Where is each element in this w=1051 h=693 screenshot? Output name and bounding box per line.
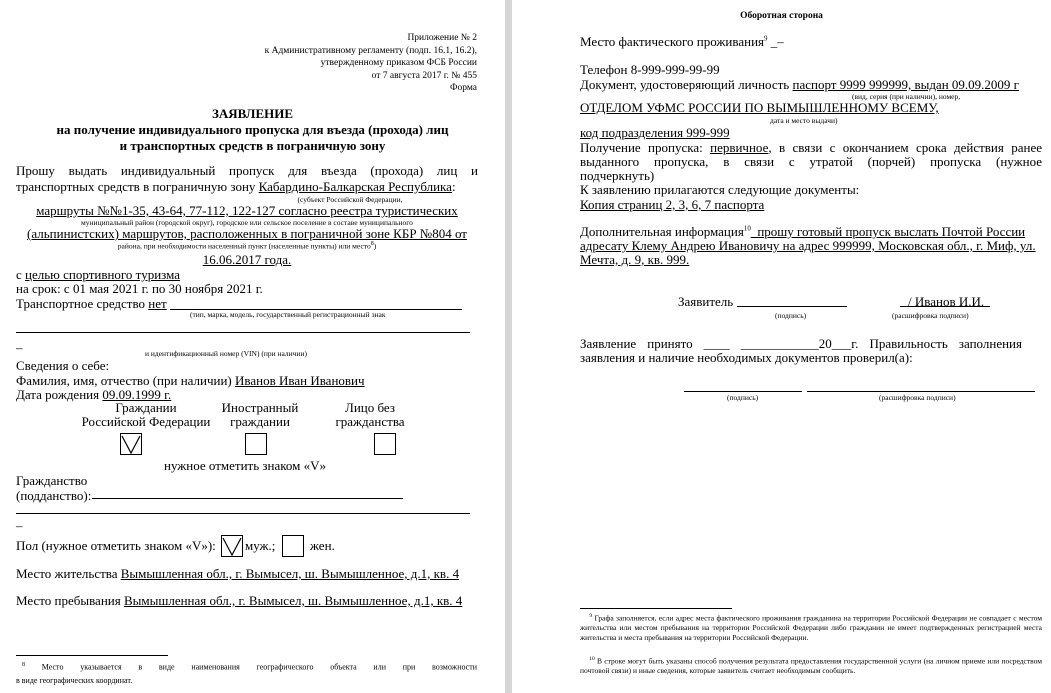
status-stateless-line: Лицо без [345,400,395,415]
issuer-line: ОТДЕЛОМ УФМС РОССИИ ПО ВЫМЫШЛЕННОМУ ВСЕМУ, [580,100,939,115]
sex-female-checkbox[interactable] [282,535,304,557]
checker-signature-line [684,391,802,392]
footnote-text: Графа заполняется, если адрес места фактического проживания гражданина на территории Российской Федерации не совпадает с местом жительства или местом пребывания на территории Российской Федерации либо гражданин не имеет подтвержденных регистрацией места жительства и места пребывания на территории Российской Федерации. [580,613,1043,642]
status-hint: нужное отметить знаком «V» [164,458,327,473]
status-rf-label [76,401,216,429]
appendix-line: Форма [449,83,477,93]
signature-hint: (подпись) [727,393,759,402]
attached-docs: Копия страниц 2, 3, 6, 7 паспорта [580,197,765,212]
title-line: на получение индивидуального пропуска для въезда (прохода) лиц [56,122,449,137]
applicant-name-line [900,306,990,307]
title-line: и транспортных средств в пограничную зону [119,138,386,153]
actual-residence-line [580,34,784,50]
vin-hint: и идентификационный номер (VIN) (при наличии) [145,349,307,358]
pass-line-3: подчеркнуть) [580,168,655,183]
decode-hint: (расшифровка подписи) [879,393,956,402]
applicant-signature-line [737,306,847,307]
footnote-9 [580,612,1042,642]
pass-line-2: выданного пропуска, в связи с утратой (порчей) пропуска (нужное [580,154,1042,169]
footnote-text: Место указывается в виде наименования географического объекта или при возможности [41,662,478,672]
decode-hint: (расшифровка подписи) [892,311,969,320]
department-code: код подразделения 999-999 [580,125,730,140]
appendix-line: к Административному регламенту (подп. 16.1, 16.2), [264,45,477,56]
stay-prefix: Место пребывания [16,593,124,608]
appendix-line: утвержденному приказом ФСБ России [320,58,477,68]
extra-info-line-2: адресату Клему Андрею Ивановичу на адрес 999999, Московская обл., г. Миф, ул. [580,238,1036,253]
footnote-ref: 10 [743,224,751,233]
appendix-line: от 7 августа 2017 г. № 455 [371,70,477,81]
about-heading: Сведения о себе: [16,358,110,373]
vehicle-line [16,296,167,312]
sex-male-label: муж.; [245,538,276,553]
extra-info-value: _прошу готовый пропуск выслать Почтой России [750,224,1026,239]
route-line: (альпинистских) маршрутов, расположенных в пограничной зоне КБР №804 от [27,226,467,241]
route-hint: муниципальный район (городской округ), городское или сельское поселение в составе муниципального [81,218,413,227]
document-value: паспорт 9999 999999, выдан 09.09.2009 г [792,77,1019,92]
appendix-line: Приложение № 2 [407,33,477,43]
residence-value: Вымышленная обл., г. Вымысел, ш. Вымышленное, д.1, кв. 4 [120,566,460,581]
vehicle-value: нет [148,296,167,311]
footnote-ref: 9 [764,34,768,43]
left-page [0,0,505,693]
accepted-line-2: заявления и наличие необходимых документов проверил(а): [580,350,913,365]
route-hint-end: ) [373,241,377,251]
actual-residence-label: Место фактического проживания [580,34,765,49]
status-rf-line: Российской Федерации [81,414,211,429]
citizenship-underline-2 [16,513,470,514]
footnote-ref: 8 [370,241,374,247]
citizenship-underline [92,498,403,499]
route-line: 16.06.2017 года. [202,252,292,267]
citizenship-label [16,473,91,503]
vin-dash: – [16,340,23,355]
citizenship-dash: – [16,518,23,533]
footnote-ref: 8 [22,662,25,668]
request-line-2 [16,179,456,195]
status-foreign-line: граждании [230,414,290,429]
vehicle-hint: (тип, марка, модель, государственный регистрационный знак [190,310,386,319]
purpose-prefix: с [16,267,26,282]
sex-label: Пол (нужное отметить знаком «V»): [16,538,216,553]
footnote-ref: 9 [589,613,593,619]
stay-value: Вымышленная обл., г. Вымысел, ш. Вымышленное, д.1, кв. 4 [123,593,463,608]
status-stateless-checkbox[interactable] [374,433,396,455]
document-title [0,106,505,154]
signature-hint: (подпись) [775,311,807,320]
request-prefix: транспортных средств в пограничную зону [16,179,259,194]
residence-line [16,566,459,582]
citizenship-line: Гражданство [16,473,88,488]
phone-line: Телефон 8-999-999-99-99 [580,62,720,77]
route-hint-text: района, при необходимости населенный пункт (населенные пункты) или место [117,241,371,251]
pass-primary: первичное [710,140,769,155]
footnote-separator [16,655,168,656]
footnote-separator [580,608,732,609]
footnote-8 [22,662,477,672]
dob-prefix: Дата рождения [16,387,103,402]
fio-prefix: Фамилия, имя, отчество (при наличии) [16,373,236,388]
footnote-8-cont: в виде географических координат. [16,676,133,685]
stay-line [16,593,462,609]
footnote-10 [580,655,1042,676]
status-rf-checkbox[interactable] [120,433,142,455]
pass-prefix: Получение пропуска: [580,140,711,155]
sex-male-checkbox[interactable] [221,535,243,557]
request-line: Прошу выдать индивидуальный пропуск для въезда (прохода) лиц и [16,163,478,178]
citizenship-line: (подданство): [16,488,92,503]
sex-female-label: жен. [310,538,335,553]
footnote-text: В строке могут быть указаны способ получения результата предоставления государственной услуги (на личном приеме или посредством почтовой связи) и иные сведения, которые заявитель считает необходимым сообщить. [580,656,1042,675]
issuer-hint: дата и место выдачи) [770,116,838,125]
status-rf-line: Граждании [115,400,177,415]
appendix-block [265,32,477,95]
dob-value: 09.09.1999 г. [102,387,172,402]
applicant-label: Заявитель [678,294,734,309]
applicant-name: / Иванов И.И. [908,294,985,309]
checkmark-v-icon [121,434,141,454]
status-foreign-checkbox[interactable] [245,433,267,455]
document-prefix: Документ, удостоверяющий личность [580,77,793,92]
status-foreign-label [200,401,320,429]
actual-residence-value: _– [767,34,784,49]
title-line: ЗАЯВЛЕНИЕ [211,106,294,121]
attached-label: К заявлению прилагаются следующие документы: [580,182,860,197]
footnote-ref: 10 [589,656,595,662]
document-line [580,77,1019,93]
status-foreign-line: Иностранный [221,400,299,415]
fio-value: Иванов Иван Иванович [235,373,365,388]
border-subject: Кабардино-Балкарская Республика [258,179,452,194]
reverse-side-header: Оборотная сторона [740,11,823,21]
vin-underline [16,332,470,333]
residence-prefix: Место жительства [16,566,121,581]
pass-suffix: , в связи с окончанием срока действия ранее [768,140,1042,155]
route-hint [16,241,478,251]
checker-name-line [807,391,1035,392]
term-line: на срок: с 01 мая 2021 г. по 30 ноября 2021 г. [16,281,263,296]
checkmark-v-icon [222,536,242,556]
request-suffix: : [451,179,456,194]
vehicle-prefix: Транспортное средство [16,296,149,311]
page-gap [505,0,512,693]
document-hint: (вид, серия (при наличии), номер, [852,92,961,101]
route-line: маршруты №№1-35, 43-64, 77-112, 122-127 согласно реестра туристических [36,203,458,218]
right-page [512,0,1051,693]
purpose-value: целью спортивного туризма [25,267,181,282]
status-stateless-line: гражданства [335,414,405,429]
accepted-line: Заявление принято ____ ____________20___г. Правильность заполнения [580,336,1022,351]
extra-info-line-3: Мечта, д. 9, кв. 999. [580,252,690,267]
extra-info-label: Дополнительная информация [580,224,744,239]
status-stateless-label [315,401,425,429]
subject-hint: (субъект Российской Федерации, [297,195,403,204]
